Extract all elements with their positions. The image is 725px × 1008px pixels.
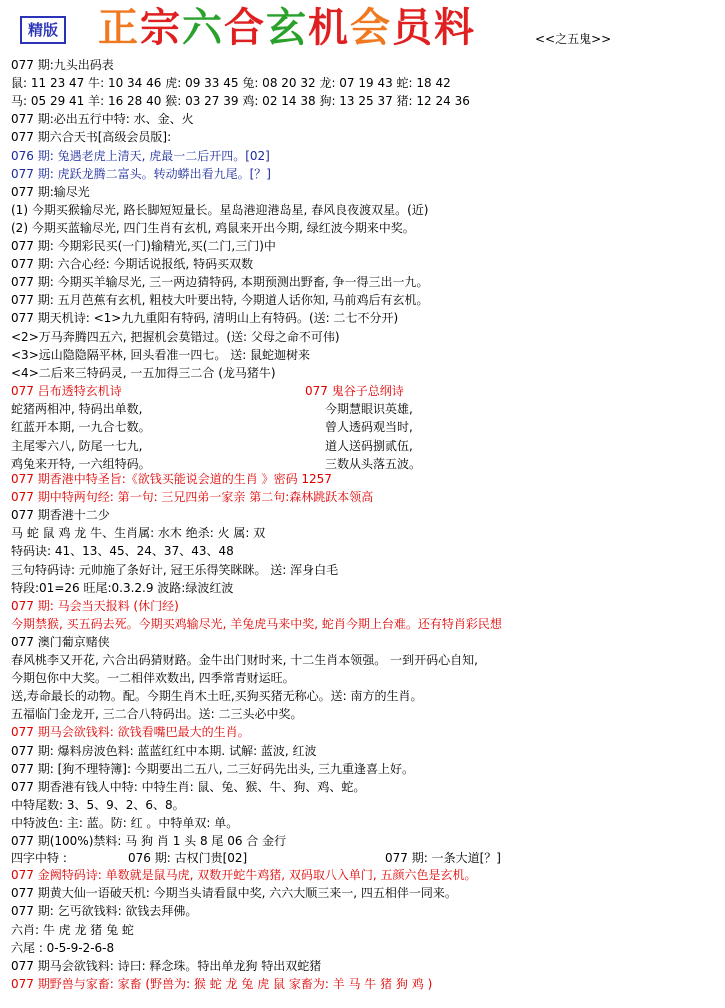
title-char: 正 [98,5,140,51]
text-line: 五福临门金龙开, 三二合八特码出。送: 二三头必中奖。 [11,707,303,722]
text-line: 077 期(100%)禁料: 马 狗 肖 1 头 8 尾 06 合 金行 [11,834,287,848]
text-line: 077 期: [狗不理特簿]: 今期要出二五八, 二三好码先出头, 三九重逢喜上好。 [11,761,415,776]
author-signature: <<之五鬼>> [535,32,612,46]
poem-line: 今期慧眼识英雄, [325,402,413,416]
text-line: 中特尾数: 3、5、9、2、6、8。 [11,797,185,812]
title-char: 机 [308,5,350,51]
text-line: 077 期香港十二少 [11,508,110,523]
text-line: 077 期: 今期买羊输尽光, 三一两边猜特码, 本期预测出野畜, 争一得三出一九。 [11,275,429,290]
title-char: 员 [392,5,434,51]
text-line: <4>二后来三特码灵, 一五加得三二合 (龙马猪牛) [11,365,276,380]
text-line: 077 期野兽与家畜: 家畜 (野兽为: 猴 蛇 龙 兔 虎 鼠 家畜为: 羊 马 牛 猪 狗 鸡 ) [11,977,433,992]
text-line: 马: 05 29 41 羊: 16 28 40 猴: 03 27 39 鸡: 02 14 38 狗: 13 25 37 猪: 12 24 36 [11,94,470,109]
poem-line: 道人送码捌贰伍, [325,438,413,453]
text-line: 鼠: 11 23 47 牛: 10 34 46 虎: 09 33 45 兔: 08 20 32 龙: 07 19 43 蛇: 18 42 [11,76,451,91]
text-line: 马 蛇 鼠 鸡 龙 牛、生肖属: 水木 绝杀: 火 属: 双 [11,526,266,541]
poem-line: 曾人透码观当时, [325,420,413,435]
title-char: 玄 [266,5,308,51]
text-line: 077 期黄大仙一语破天机: 今期当头请看鼠中奖, 六六大顺三来一, 四五相伴一同来。 [11,886,457,901]
text-line: 077 金阙特码诗: 单数就是鼠马虎, 双数开蛇牛鸡猪, 双码取八入单门, 五颜六色是玄机。 [11,868,477,882]
text-line: 特段:01=26 旺尾:0.3.2.9 波路:绿波红波 [11,580,234,595]
title-char: 料 [434,5,476,51]
text-line: <3>远山隐隐隔平林, 回头看准一四七。 送: 鼠蛇迦树来 [11,347,311,362]
poem-line: 主尾零六八, 防尾一七九, [11,438,143,453]
text-line: 077 期天机诗: <1>九九重阳有特码, 清明山上有特码。(送: 二七不分开) [11,311,399,326]
text-line: 特码诀: 41、13、45、24、37、43、48 [11,544,234,559]
text-line: 送,寿命最长的动物。配。今期生肖木土旺,买狗买猪无称心。送: 南方的生肖。 [11,689,423,704]
poem-line: 红蓝开本期, 一九合七数。 [11,420,151,435]
four-char-label: 四字中特 : [11,851,67,865]
text-line: 077 期: 六合心经: 今期话说报纸, 特码买双数 [11,257,254,272]
text-line: 春风桃李又开花, 六合出码猜财路。金牛出门财时来, 十二生肖本领强。 一到开码心自知, [11,653,478,667]
text-line: 077 期: 马会当天报料 (休门经) [11,598,179,613]
poem-line: 三数从头落五波。 [325,456,422,471]
text-line: 077 期六合天书[高级会员版]: [11,130,172,145]
text-line: 今期包你中大奖。一二相伴欢数出, 四季常青财运旺。 [11,671,295,686]
text-line: 077 期: 五月芭蕉有玄机, 粗枝大叶要出特, 今期道人话你知, 马前鸡后有玄机。 [11,293,429,308]
page-title [98,4,476,52]
text-line: 中特波色: 主: 蓝。防: 红 。中特单双: 单。 [11,815,239,830]
text-line: 077 期中特两句经: 第一句: 三兄四弟一家亲 第二句:森林跳跃本领高 [11,490,374,505]
text-line: 077 期马会欲钱料: 欲钱看嘴巴最大的生肖。 [11,725,250,740]
text-line: 077 期香港中特圣旨:《欲钱买能说会道的生肖 》密码 1257 [11,472,332,486]
title-char: 六 [182,5,224,51]
poem-line: 蛇猪两相冲, 特码出单数, [11,402,143,416]
title-char: 宗 [140,5,182,51]
text-line: 077 期: 今期彩民买(一门)输精光,买(二门,三门)中 [11,239,276,253]
text-line: 077 期:必出五行中特: 水、金、火 [11,112,194,127]
poem-right-title: 077 鬼谷子总纲诗 [305,384,404,398]
text-line: 077 期马会欲钱料: 诗曰: 释念珠。特出单龙狗 特出双蛇猪 [11,959,322,973]
text-line: 六肖: 牛 虎 龙 猪 兔 蛇 [11,922,134,937]
text-line: 077 期香港有钱人中特: 中特生肖: 鼠、兔、猴、牛、狗、鸡、蛇。 [11,779,366,794]
text-line: 六尾 : 0-5-9-2-6-8 [11,940,115,955]
text-line: 077 期:输尽光 [11,184,90,199]
text-line: 077 期:九头出码表 [11,58,114,72]
four-char-current: 077 期: 一条大道[？] [385,851,501,865]
text-line: 077 期: 虎跃龙腾二富头。转动蟒出看九尾。[？] [11,166,271,181]
text-line: 077 期: 乞丐欲钱料: 欲钱去拜佛。 [11,904,198,919]
title-char: 合 [224,5,266,51]
text-line: 076 期: 兔遇老虎上清天, 虎最一二后开四。[02] [11,148,270,163]
text-line: (1) 今期买猴输尽光, 路长脚短短量长。星岛港迎港岛星, 春风良夜渡双星。(近) [11,202,429,217]
text-line: 今期禁猴, 买五码去死。今期买鸡输尽光, 羊兔虎马来中奖, 蛇肖今期上台难。还有特肖彩民想 [11,616,502,631]
text-line: 三句特码诗: 元帅施了条好计, 冠王乐得笑眯眯。 送: 浑身白毛 [11,562,339,577]
poem-line: 鸡兔来开特, 一六组特码。 [11,456,151,471]
text-line: 077 澳门葡京赌侠 [11,634,110,649]
poem-left-title: 077 吕布透特玄机诗 [11,384,122,398]
text-line: (2) 今期买蓝输尽光, 四门生肖有玄机, 鸡鼠来开出今期, 绿红波今期来中奖。 [11,220,415,235]
text-line: <2>万马奔腾四五六, 把握机会莫错过。(送: 父母之命不可伟) [11,329,340,344]
text-line: 077 期: 爆料房波色料: 蓝蓝红红中本期. 试解: 蓝波, 红波 [11,743,317,758]
title-char: 会 [350,5,392,51]
four-char-prev: 076 期: 古权门贵[02] [128,851,248,865]
edition-badge: 精版 [20,16,66,44]
